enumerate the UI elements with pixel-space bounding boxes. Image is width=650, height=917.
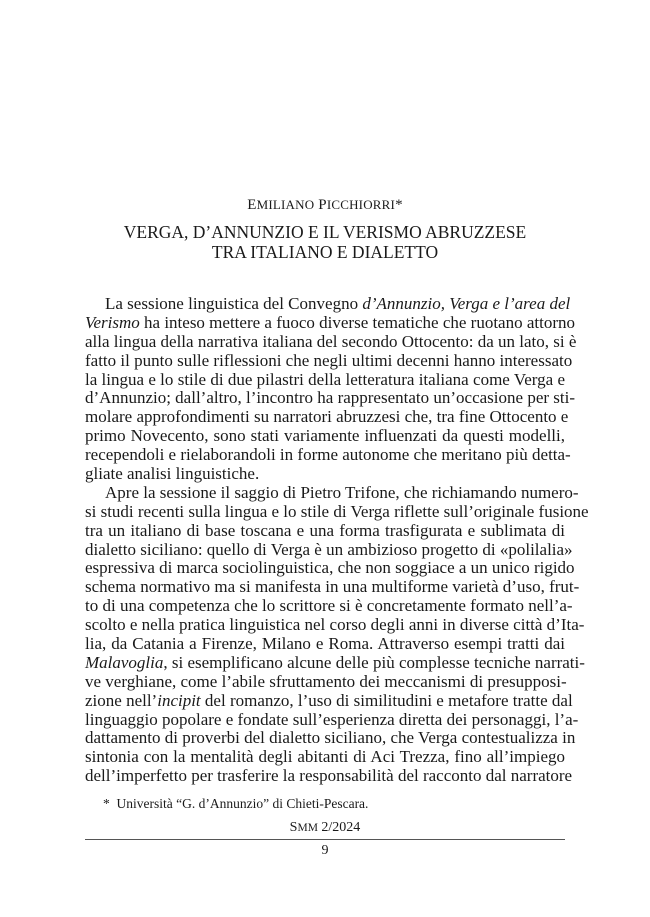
paragraph-line: linguaggio popolare e fondate sull’esperienza diretta dei personaggi, l’a- — [85, 709, 579, 729]
author-last-initial: P — [318, 197, 327, 213]
paragraph-line: dialetto siciliano: quello di Verga è un ambizioso progetto di «polilalia» — [85, 539, 573, 559]
paragraph-line: sintonia con la mentalità degli abitanti di Aci Trezza, fino all’impiego — [85, 747, 565, 767]
paragraph-line: lia, da Catania a Firenze, Milano e Roma. Attraverso esempi tratti dai — [85, 634, 565, 654]
footnote-marker: * — [103, 796, 110, 811]
paragraph-line: recependoli e rielaborandoli in forme autonome che meritano più detta- — [85, 445, 571, 465]
article-body — [85, 294, 589, 786]
paragraph-line: la lingua e lo stile di due pilastri della letteratura italiana come Verga e — [85, 369, 565, 389]
paragraph-line: Apre la sessione il saggio di Pietro Trifone, che richiamando numero- — [105, 482, 579, 502]
paragraph-line: tra un italiano di base toscana e una forma trasfigurata e sublimata di — [85, 520, 565, 540]
paragraph-line: dell’imperfetto per trasferire la responsabilità del racconto dal narratore — [85, 766, 573, 786]
paragraph-line: d’Annunzio; dall’altro, l’incontro ha rappresentato un’occasione per sti- — [85, 388, 575, 408]
paragraph-line: La sessione linguistica del Convegno d’Annunzio, Verga e l’area del — [105, 294, 571, 313]
author-last-rest: ICCHIORRI — [326, 197, 396, 212]
paragraph-line: alla lingua della narrativa italiana del secondo Ottocento: da un lato, si è — [85, 331, 577, 351]
footnote-text: Università “G. d’Annunzio” di Chieti-Pescara. — [116, 796, 369, 811]
paragraph-line: Verismo ha inteso mettere a fuoco diverse tematiche che ruotano attorno — [85, 312, 575, 332]
author-first-rest: MILIANO — [256, 197, 315, 212]
paragraph-line: zione nell’incipit del romanzo, l’uso di similitudini e metafore tratte dal — [85, 690, 573, 710]
article-title — [0, 222, 650, 262]
paragraph-1 — [85, 294, 577, 484]
paragraph-line: si studi recenti sulla lingua e lo stile di Verga riflette sull’originale fusione — [85, 501, 589, 521]
title-line-2: TRA ITALIANO E DIALETTO — [211, 242, 439, 262]
journal-initial: S — [289, 820, 298, 835]
paragraph-line: primo Novecento, sono stati variamente influenzati da questi modelli, — [85, 426, 565, 446]
paragraph-line: schema normativo ma si manifesta in una multiforme varietà d’uso, frut- — [85, 577, 580, 597]
paragraph-line: fatto il punto sulle riflessioni che negli ultimi decenni hanno interessato — [85, 350, 573, 370]
title-line-1: VERGA, D’ANNUNZIO E IL VERISMO ABRUZZESE — [123, 222, 527, 242]
paragraph-line: to di una competenza che lo scrittore si è concretamente formato nell’a- — [85, 596, 573, 616]
author-first-initial: E — [247, 197, 257, 213]
page-number: 9 — [321, 843, 329, 858]
paragraph-line: dattamento di proverbi del dialetto siciliano, che Verga contestualizza in — [85, 728, 576, 748]
footnote — [103, 796, 368, 812]
paragraph-line: molare approfondimenti su narratori abruzzesi che, tra fine Ottocento e — [85, 407, 569, 427]
author-footnote-marker: * — [395, 197, 403, 213]
paragraph-2 — [85, 482, 589, 786]
journal-rest: MM — [297, 822, 318, 834]
paragraph-line: ve verghiane, come l’abile sfruttamento dei meccanismi di presupposi- — [85, 671, 567, 691]
footer-divider — [85, 839, 565, 840]
paragraph-line: Malavoglia, si esemplificano alcune delle più complesse tecniche narrati- — [85, 652, 585, 672]
journal-issue — [0, 820, 650, 836]
paragraph-line: scolto e nella pratica linguistica nel corso degli anni in diverse città d’Ita- — [85, 615, 585, 635]
journal-issue-number: 2/2024 — [317, 820, 361, 835]
author-name — [0, 197, 650, 214]
paragraph-line: gliate analisi linguistiche. — [85, 464, 260, 484]
paragraph-line: espressiva di marca sociolinguistica, che non soggiace a un unico rigido — [85, 558, 575, 578]
